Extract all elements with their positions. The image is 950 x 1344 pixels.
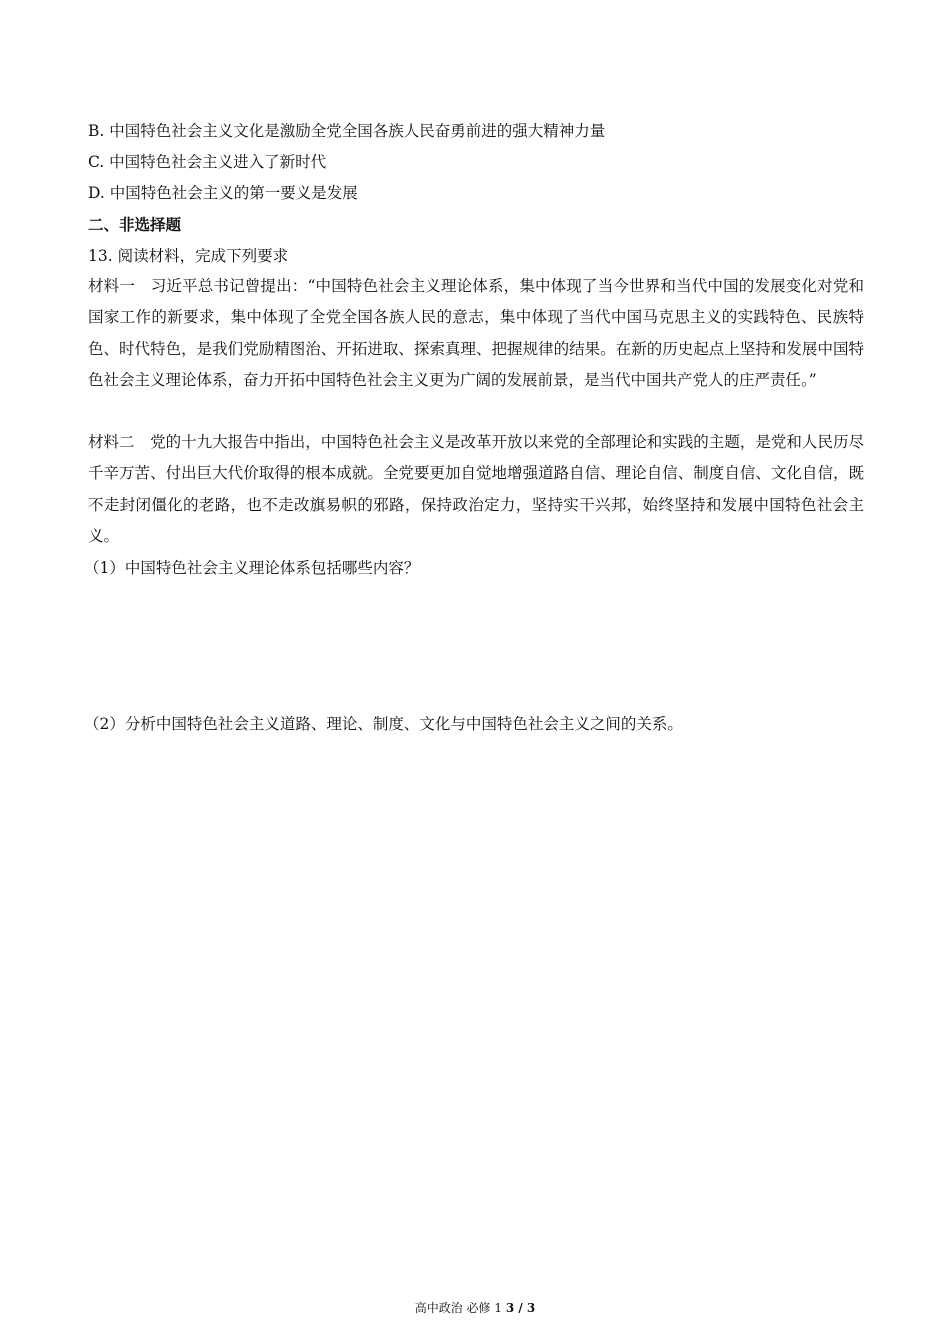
page-footer [0, 1300, 950, 1316]
section-heading: 二、非选择题 [88, 215, 182, 234]
option-b: B. 中国特色社会主义文化是激励全党全国各族人民奋勇前进的强大精神力量 [88, 122, 606, 140]
material-one: 材料一 习近平总书记曾提出：“中国特色社会主义理论体系，集中体现了当今世界和当代中国的发展变化对党和国家工作的新要求，集中体现了全党全国各族人民的意志，集中体现了当代中国马克思主义的实践特色、民族特色、时代特色，是我们党励精图治、开拓进取、探索真理、把握规律的结果。在新的历史起点上坚持和发展中国特色社会主义理论体系，奋力开拓中国特色社会主义更为广阔的发展前景，是当代中国共产党人的庄严责任。” [88, 277, 864, 389]
sub-question-1: （1）中国特色社会主义理论体系包括哪些内容？ [84, 559, 420, 577]
page-number: 3 / 3 [505, 1301, 536, 1315]
sub-question-2: （2）分析中国特色社会主义道路、理论、制度、文化与中国特色社会主义之间的关系。 [84, 715, 683, 733]
material-two: 材料二 党的十九大报告中指出，中国特色社会主义是改革开放以来党的全部理论和实践的主题，是党和人民历尽千辛万苦、付出巨大代价取得的根本成就。全党要更加自觉地增强道路自信、理论自信、制度自信、文化自信，既不走封闭僵化的老路，也不走改旗易帜的邪路，保持政治定力，坚持实干兴邦，始终坚持和发展中国特色社会主义。 [88, 433, 864, 545]
footer-label: 高中政治 必修 1 [414, 1301, 506, 1315]
option-c: C. 中国特色社会主义进入了新时代 [88, 153, 327, 171]
question-13-prompt: 13. 阅读材料，完成下列要求 [88, 247, 289, 265]
option-d: D. 中国特色社会主义的第一要义是发展 [88, 184, 358, 202]
